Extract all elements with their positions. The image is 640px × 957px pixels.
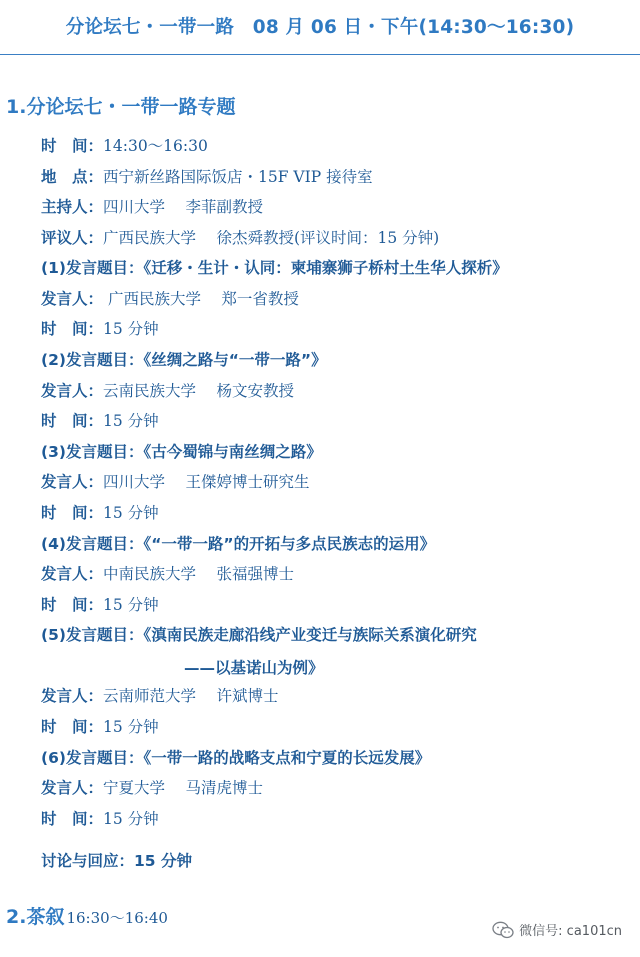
- talk-topic: 《古今蜀锦与南丝绸之路》: [143, 443, 322, 461]
- talk-topic: 《丝绸之路与“一带一路”》: [143, 351, 327, 369]
- talk-topic-label: (2)发言题目：: [41, 351, 144, 369]
- talk-5-time-row: [41, 717, 159, 737]
- talk-speaker: 中南民族大学 张福强博士: [103, 565, 294, 583]
- talk-speaker-label: 发言人：: [41, 565, 104, 583]
- talk-speaker: 广西民族大学 郑一省教授: [103, 290, 299, 308]
- talk-time-label: 时 间：: [41, 412, 104, 430]
- talk-6-speaker-row: [41, 778, 263, 798]
- info-host-row: [41, 197, 263, 217]
- talk-time: 15 分钟: [103, 412, 159, 430]
- talk-5-speaker-row: [41, 686, 278, 706]
- discussion-value: 15 分钟: [134, 852, 192, 870]
- talk-topic: 《迁移・生计・认同：柬埔寨狮子桥村土生华人探析》: [143, 259, 508, 277]
- talk-1-speaker-row: [41, 289, 299, 309]
- talk-5-topic-row: [41, 625, 477, 645]
- info-place-label: 地 点：: [41, 168, 104, 186]
- wechat-watermark: [492, 920, 622, 939]
- talk-time-label: 时 间：: [41, 504, 104, 522]
- talk-6-time-row: [41, 809, 159, 829]
- talk-topic: 《一带一路的战略支点和宁夏的长远发展》: [143, 749, 431, 767]
- section-1-title: 分论坛七・一带一路专题: [26, 96, 236, 118]
- page-header: [0, 0, 640, 60]
- header-title: 分论坛七・一带一路 08 月 06 日・下午(14:30～16:30): [65, 17, 575, 38]
- info-host-value: 四川大学 李菲副教授: [103, 198, 263, 216]
- talk-2-speaker-row: [41, 381, 294, 401]
- section-2-number: 2.: [6, 906, 27, 928]
- wechat-icon: [492, 921, 514, 939]
- talk-3-time-row: [41, 503, 159, 523]
- talk-time-label: 时 间：: [41, 810, 104, 828]
- talk-4-time-row: [41, 595, 159, 615]
- talk-speaker-label: 发言人：: [41, 779, 104, 797]
- discussion-row: [41, 851, 192, 871]
- info-host-label: 主持人：: [41, 198, 104, 216]
- talk-topic-label: (3)发言题目：: [41, 443, 144, 461]
- talk-topic-label: (1)发言题目：: [41, 259, 144, 277]
- talk-5-topic-continued: ——以基诺山为例》: [184, 659, 324, 677]
- talk-3-topic-row: [41, 442, 322, 462]
- info-time-value: 14:30～16:30: [103, 137, 208, 155]
- talk-time: 15 分钟: [103, 810, 159, 828]
- talk-speaker: 云南民族大学 杨文安教授: [103, 382, 294, 400]
- section-1-heading: [6, 92, 235, 119]
- talk-6-topic-row: [41, 748, 430, 768]
- talk-topic: 《“一带一路”的开拓与多点民族志的运用》: [143, 535, 436, 553]
- header-divider: [0, 54, 640, 55]
- talk-topic: 《滇南民族走廊沿线产业变迁与族际关系演化研究: [143, 626, 477, 644]
- section-2-heading: [6, 902, 168, 929]
- talk-4-speaker-row: [41, 564, 294, 584]
- talk-time-label: 时 间：: [41, 596, 104, 614]
- section-2-time: 16:30～16:40: [66, 909, 168, 927]
- talk-time-label: 时 间：: [41, 718, 104, 736]
- talk-2-topic-row: [41, 350, 327, 370]
- info-time-label: 时 间：: [41, 137, 104, 155]
- section-2-title: 茶叙: [26, 906, 65, 928]
- info-reviewer-row: [41, 228, 439, 248]
- talk-speaker-label: 发言人：: [41, 473, 104, 491]
- talk-speaker-label: 发言人：: [41, 382, 104, 400]
- talk-3-speaker-row: [41, 472, 309, 492]
- talk-1-topic-row: [41, 258, 508, 278]
- discussion-label: 讨论与回应：: [41, 852, 135, 870]
- section-1-number: 1.: [6, 96, 27, 118]
- info-reviewer-label: 评议人：: [41, 229, 104, 247]
- watermark-text: 微信号: ca101cn: [519, 924, 622, 939]
- info-place-value: 西宁新丝路国际饭店・15F VIP 接待室: [103, 168, 373, 186]
- talk-speaker: 云南师范大学 许斌博士: [103, 687, 279, 705]
- info-place-row: [41, 167, 373, 187]
- talk-4-topic-row: [41, 534, 435, 554]
- talk-speaker-label: 发言人：: [41, 687, 104, 705]
- talk-time: 15 分钟: [103, 320, 159, 338]
- talk-2-time-row: [41, 411, 159, 431]
- talk-1-time-row: [41, 319, 159, 339]
- info-reviewer-value: 广西民族大学 徐杰舜教授(评议时间：15 分钟): [103, 229, 440, 247]
- talk-time: 15 分钟: [103, 504, 159, 522]
- info-time-row: [41, 136, 208, 156]
- talk-time-label: 时 间：: [41, 320, 104, 338]
- talk-time: 15 分钟: [103, 596, 159, 614]
- talk-speaker-label: 发言人：: [41, 290, 104, 308]
- talk-time: 15 分钟: [103, 718, 159, 736]
- talk-topic-label: (6)发言题目：: [41, 749, 144, 767]
- talk-topic-label: (4)发言题目：: [41, 535, 144, 553]
- talk-speaker: 四川大学 王傑婷博士研究生: [103, 473, 310, 491]
- talk-speaker: 宁夏大学 马清虎博士: [103, 779, 263, 797]
- talk-topic-label: (5)发言题目：: [41, 626, 144, 644]
